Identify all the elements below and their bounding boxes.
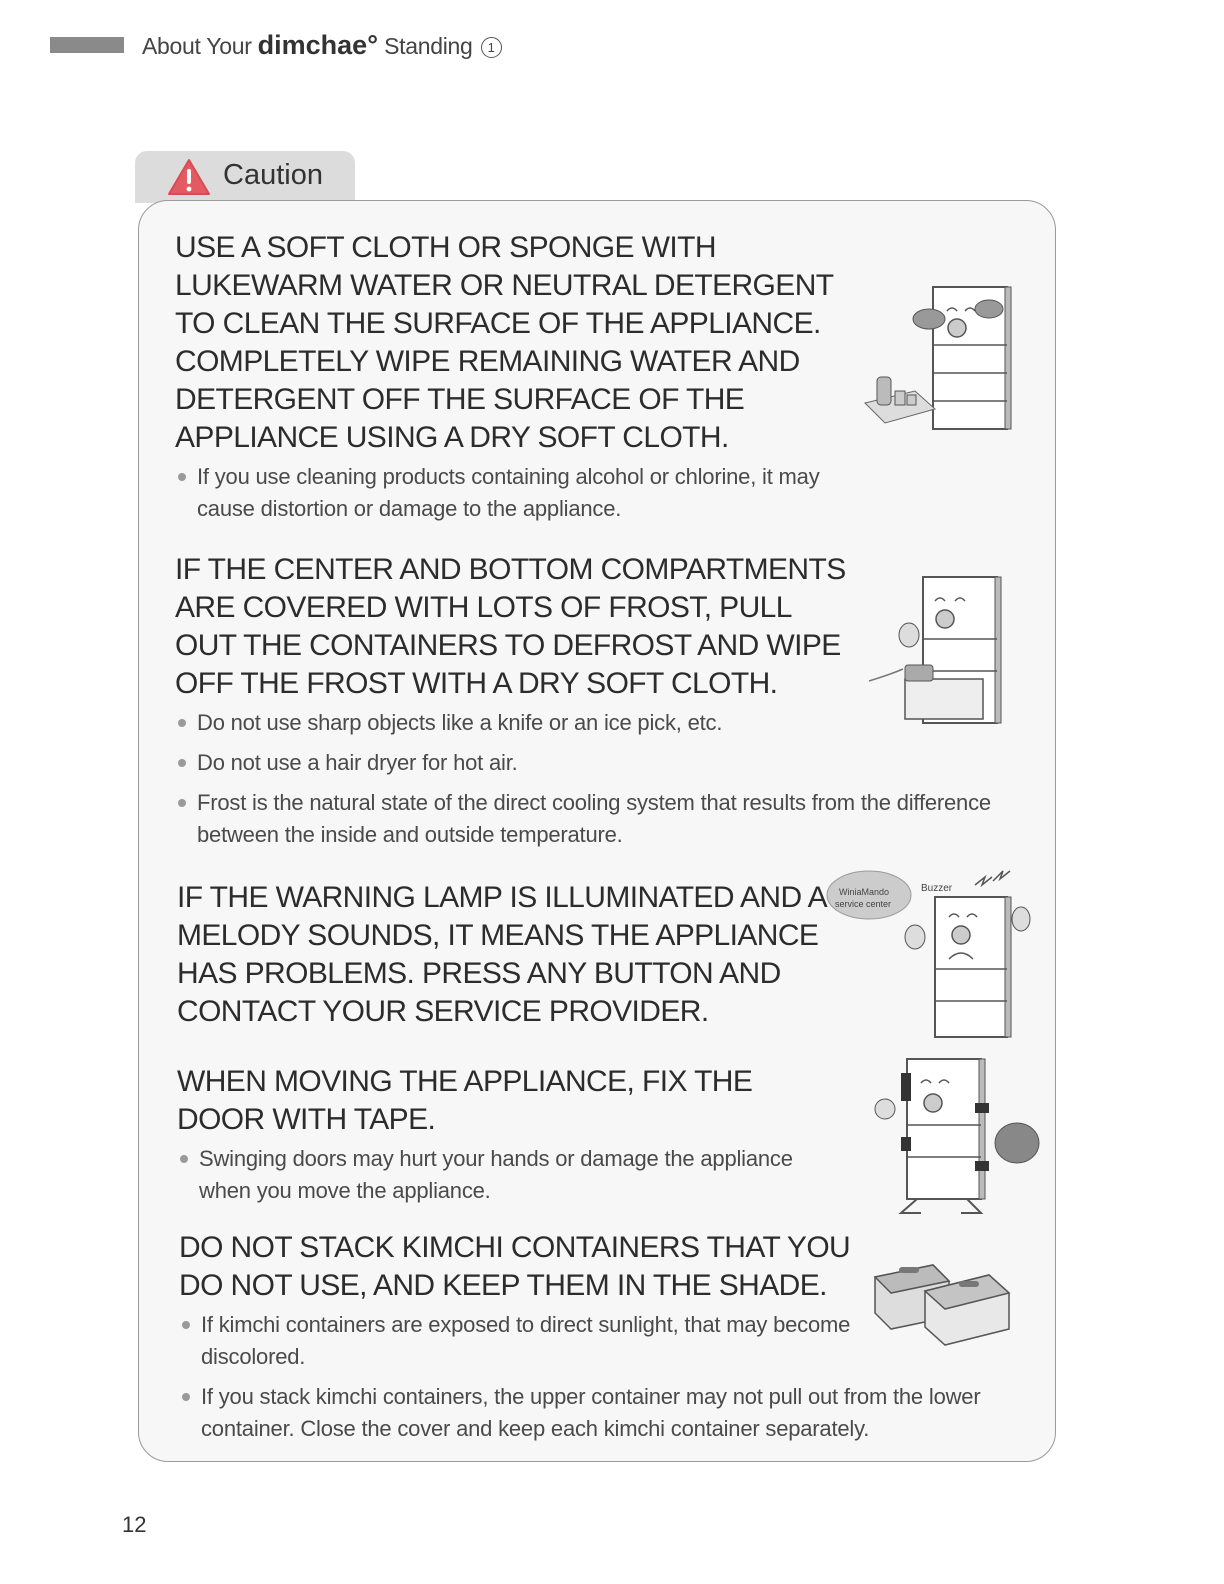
header-brand: dimchae°	[257, 30, 378, 60]
bullet-item: Swinging doors may hurt your hands or damage the appliance when you move the appliance.	[177, 1143, 839, 1207]
bullet-item: If kimchi containers are exposed to direct sunlight, that may become discolored.	[179, 1309, 861, 1373]
caution-tab	[135, 151, 355, 203]
section-heading: IF THE WARNING LAMP IS ILLUMINATED AND A MELODY SOUNDS, IT MEANS THE APPLIANCE HAS PROBLEMS. PRESS ANY BUTTON AND CONTACT YOUR SERVICE PROVIDER.	[177, 881, 826, 1028]
page-header	[142, 30, 502, 61]
bullet-item: Frost is the natural state of the direct cooling system that results from the difference between the inside and outside temperature.	[175, 787, 997, 851]
section-heading: IF THE CENTER AND BOTTOM COMPARTMENTS ARE COVERED WITH LOTS OF FROST, PULL OUT THE CONTAINERS TO DEFROST AND WIPE OFF THE FROST WITH A DRY SOFT CLOTH.	[175, 553, 846, 700]
bullet-list	[175, 461, 835, 525]
section-heading: WHEN MOVING THE APPLIANCE, FIX THE DOOR WITH TAPE.	[177, 1065, 753, 1136]
section-cleaning	[175, 229, 835, 533]
service-bubble-line1: WiniaMando	[839, 887, 890, 897]
bullet-item: If you stack kimchi containers, the upper container may not pull out from the lower container. Close the cover and keep each kimchi container separately.	[179, 1381, 1021, 1445]
buzzer-label: Buzzer	[921, 883, 953, 894]
fridge-buzzer-illustration	[825, 861, 1035, 1041]
bullet-item: Do not use a hair dryer for hot air.	[175, 747, 995, 779]
fridge-cleaning-illustration	[855, 273, 1035, 433]
page-number: 12	[122, 1512, 147, 1537]
header-circled-number: 1	[481, 37, 502, 58]
section-heading: USE A SOFT CLOTH OR SPONGE WITH LUKEWARM WATER OR NEUTRAL DETERGENT TO CLEAN THE SURFACE OF THE APPLIANCE. COMPLETELY WIPE REMAINING WATER AND DETERGENT OFF THE SURFACE OF THE APPLIANCE USING A DRY SOFT CLOTH.	[175, 231, 833, 454]
header-suffix: Standing	[384, 33, 473, 59]
section-heading: DO NOT STACK KIMCHI CONTAINERS THAT YOU DO NOT USE, AND KEEP THEM IN THE SHADE.	[179, 1231, 851, 1302]
fridge-defrost-illustration	[865, 571, 1015, 731]
caution-box	[138, 200, 1056, 1462]
header-bar	[50, 37, 124, 53]
warning-icon	[167, 158, 211, 196]
section-moving	[177, 1063, 837, 1215]
header-prefix: About Your	[142, 33, 252, 59]
service-bubble-line2: service center	[835, 899, 892, 909]
kimchi-containers-illustration	[869, 1251, 1019, 1347]
bullet-item: If you use cleaning products containing alcohol or chlorine, it may cause distortion or damage to the appliance.	[175, 461, 837, 525]
section-warning-lamp	[177, 879, 837, 1031]
caution-label: Caution	[223, 159, 323, 191]
bullet-item: Do not use sharp objects like a knife or an ice pick, etc.	[175, 707, 995, 739]
bullet-list	[177, 1143, 837, 1207]
fridge-moving-illustration	[867, 1053, 1047, 1223]
